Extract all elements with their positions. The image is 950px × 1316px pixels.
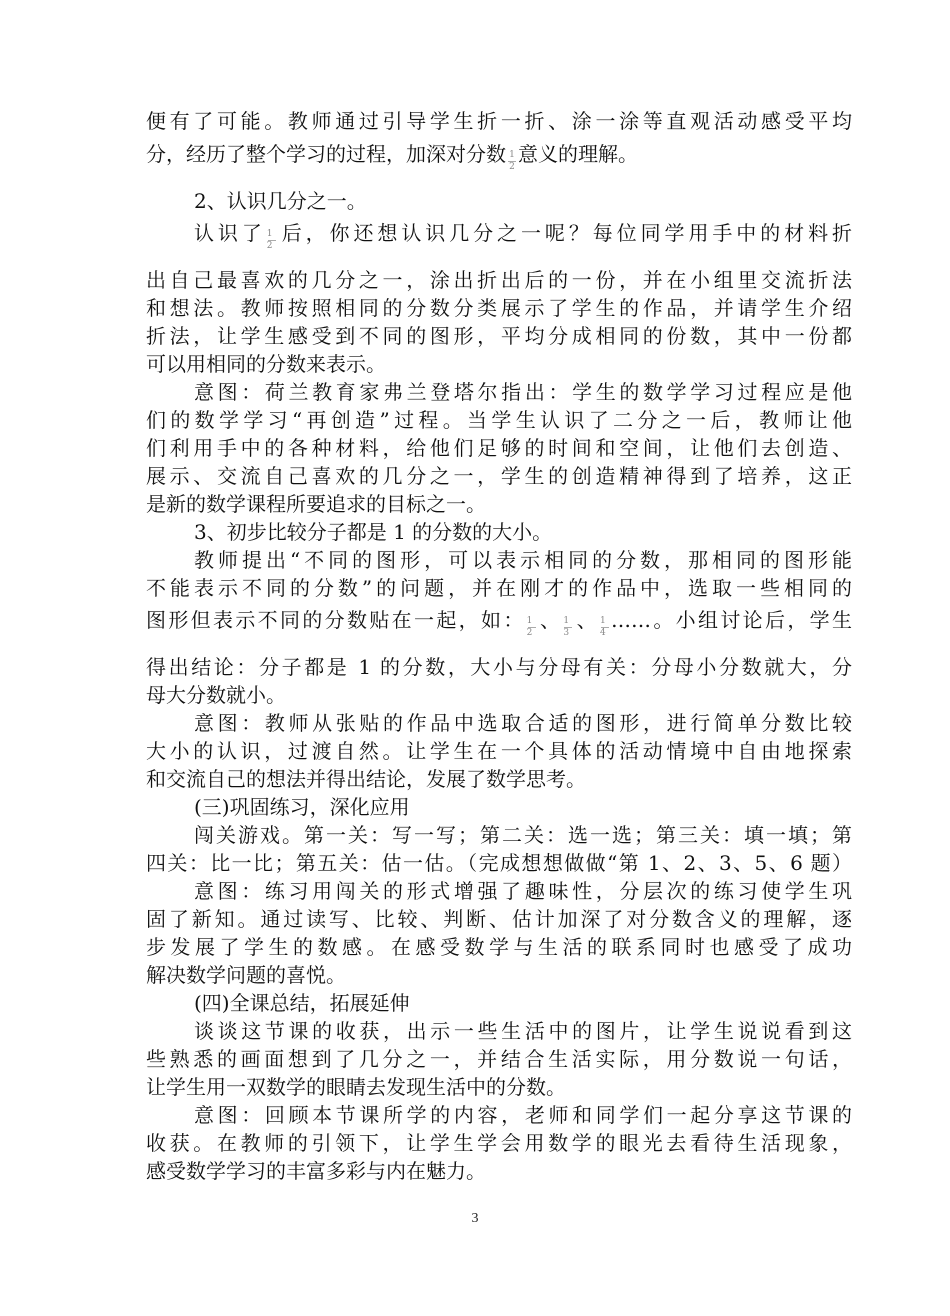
fraction-one-third: $\frac{1}{3}$	[563, 617, 573, 638]
paragraph-line: 折法，让学生感受到不同的图形，平均分成相同的份数，其中一份都	[146, 324, 852, 348]
fraction-one-quarter: $\frac{1}{4}$	[600, 617, 610, 638]
paragraph-line	[194, 219, 853, 251]
paragraph-line: 些熟悉的画面想到了几分之一，并结合生活实际，用分数说一句话，	[146, 1047, 852, 1071]
paragraph-line: 出自己最喜欢的几分之一，涂出折出后的一份，并在小组里交流折法	[146, 268, 852, 292]
paragraph-line: 们利用手中的各种材料，给他们足够的时间和空间，让他们去创造、	[146, 436, 852, 460]
paragraph-line: 们的数学学习“再创造”过程。当学生认识了二分之一后，教师让他	[146, 408, 852, 432]
section-heading: (四)全课总结，拓展延伸	[194, 991, 410, 1015]
line-text: 图形但表示不同的分数贴在一起，如：	[146, 608, 526, 632]
paragraph-line: 母大分数就小。	[146, 683, 286, 707]
paragraph-line: 和想法。教师按照相同的分数分类展示了学生的作品，并请学生介绍	[146, 296, 852, 320]
paragraph-line: 是新的数学课程所要追求的目标之一。	[146, 492, 486, 516]
paragraph-line: 意图：回顾本节课所学的内容，老师和同学们一起分享这节课的	[194, 1103, 852, 1127]
section-heading: 3、初步比较分子都是 1 的分数的大小。	[194, 520, 553, 544]
paragraph-line: 意图：荷兰教育家弗兰登塔尔指出：学生的数学学习过程应是他	[194, 380, 852, 404]
paragraph-line: 得出结论：分子都是 1 的分数，大小与分母有关：分母小分数就大，分	[146, 655, 852, 679]
paragraph-line: 收获。在教师的引领下，让学生学会用数学的眼光去看待生活现象，	[146, 1131, 852, 1155]
line-text: 、	[574, 608, 600, 632]
line-text: 、	[537, 608, 563, 632]
paragraph-line: 步发展了学生的数感。在感受数学与生活的联系同时也感受了成功	[146, 935, 852, 959]
fraction-one-half: $\frac{1}{2}$	[527, 617, 537, 638]
page-number: 3	[471, 1211, 479, 1226]
paragraph-line: 便有了可能。教师通过引导学生折一折、涂一涂等直观活动感受平均	[146, 109, 852, 133]
paragraph-line: 感受数学学习的丰富多彩与内在魅力。	[146, 1159, 486, 1183]
paragraph-line	[146, 606, 853, 638]
line-text: ……。小组讨论后，学生	[611, 608, 853, 632]
paragraph-line: 教师提出“不同的图形，可以表示相同的分数，那相同的图形能	[194, 548, 852, 572]
paragraph-line: 解决数学问题的喜悦。	[146, 963, 346, 987]
paragraph-line: 谈谈这节课的收获，出示一些生活中的图片，让学生说说看到这	[194, 1019, 852, 1043]
paragraph-line: 大小的认识，过渡自然。让学生在一个具体的活动情境中自由地探索	[146, 739, 852, 763]
paragraph-line: 四关：比一比；第五关：估一估。（完成想想做做“第 1、2、3、5、6 题）	[146, 851, 852, 875]
paragraph-line: 让学生用一双数学的眼睛去发现生活中的分数。	[146, 1075, 566, 1099]
fraction-one-half: $\frac{1}{2}$	[267, 230, 277, 251]
section-heading: 2、认识几分之一。	[194, 189, 367, 213]
fraction-one-half: $\frac{1}{2}$	[509, 150, 515, 172]
section-heading: (三)巩固练习，深化应用	[194, 795, 410, 819]
paragraph-line: 和交流自己的想法并得出结论，发展了数学思考。	[146, 767, 586, 791]
line-text: 后，你还想认识几分之一呢？每位同学用手中的材料折	[277, 221, 853, 245]
paragraph-line: 意图：练习用闯关的形式增强了趣味性，分层次的练习使学生巩	[194, 879, 852, 903]
line-text: 分，经历了整个学习的过程，加深对分数	[146, 142, 506, 166]
line-text: 认识了	[194, 221, 266, 245]
paragraph-line	[146, 140, 852, 172]
paragraph-line: 意图：教师从张贴的作品中选取合适的图形，进行简单分数比较	[194, 711, 852, 735]
paragraph-line: 闯关游戏。第一关：写一写；第二关：选一选；第三关：填一填；第	[194, 823, 852, 847]
line-text: 意义的理解。	[518, 142, 638, 166]
paragraph-line: 展示、交流自己喜欢的几分之一，学生的创造精神得到了培养，这正	[146, 464, 852, 488]
paragraph-line: 固了新知。通过读写、比较、判断、估计加深了对分数含义的理解，逐	[146, 907, 852, 931]
paragraph-line: 不能表示不同的分数”的问题，并在刚才的作品中，选取一些相同的	[146, 576, 852, 600]
paragraph-line: 可以用相同的分数来表示。	[146, 352, 386, 376]
